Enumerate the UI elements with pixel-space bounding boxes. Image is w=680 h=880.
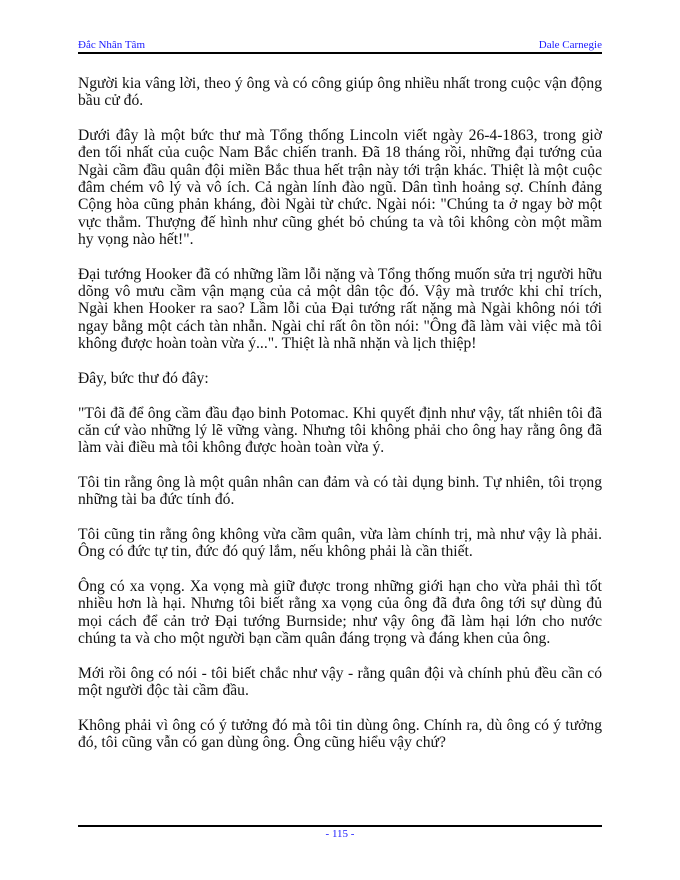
paragraph: Tôi tin rằng ông là một quân nhân can đảm và có tài dụng binh. Tự nhiên, tôi trọng những tài ba đức tính đó. — [78, 473, 602, 509]
paragraph: "Tôi đã để ông cầm đầu đạo binh Potomac. Khi quyết định như vậy, tất nhiên tôi đã căn cứ vào những lý lẽ vững vàng. Nhưng tôi không phải cho ông hay rằng ông đã làm vài điều mà tôi không được hoàn toàn vừa ý. — [78, 404, 602, 457]
paragraph: Dưới đây là một bức thư mà Tổng thống Lincoln viết ngày 26-4-1863, trong giờ đen tối nhất của cuộc Nam Bắc chiến tranh. Đã 18 tháng rồi, những đại tướng của Ngài cầm đầu quân đội miền Bắc thua hết trận này tới trận khác. Thiệt là một cuộc đâm chém vô lý và vô ích. Cả ngàn lính đào ngũ. Dân tình hoảng sợ. Chính đảng Cộng hòa cũng phản kháng, đòi Ngài từ chức. Ngài nói: "Chúng ta ở ngay bờ một vực thẳm. Thượng đế hình như cũng ghét bỏ chúng ta và tôi không còn một mầm hy vọng nào hết!". — [78, 127, 602, 249]
paragraph: Ông có xa vọng. Xa vọng mà giữ được trong những giới hạn cho vừa phải thì tốt nhiều hơn là hại. Nhưng tôi biết rằng xa vọng của ông đã đưa ông tới sự dùng đủ mọi cách để cản trở Đại tướng Burnside; như vậy ông đã làm hại lớn cho nước chúng ta và cho một người bạn cầm quân đáng trọng và đáng khen của ông. — [78, 577, 602, 647]
page-number: - 115 - — [325, 828, 355, 840]
paragraph: Mới rồi ông có nói - tôi biết chắc như vậy - rằng quân đội và chính phủ đều cần có một người độc tài cầm đầu. — [78, 664, 602, 700]
paragraph: Đại tướng Hooker đã có những lầm lỗi nặng và Tổng thống muốn sửa trị người hữu dõng vô mưu cầm vận mạng của cả một dân tộc đó. Vậy mà trước khi chỉ trích, Ngài khen Hooker ra sao? Lầm lỗi của Đại tướng rất nặng mà Ngài không nói tới ngay bằng một cách tàn nhẫn. Ngài chỉ rất ôn tồn nói: "Ông đã làm vài việc mà tôi không được hoàn toàn vừa ý...". Thiệt là nhã nhặn và lịch thiệp! — [78, 265, 602, 353]
page-body — [78, 75, 602, 769]
header-divider — [78, 52, 602, 54]
paragraph: Người kia vâng lời, theo ý ông và có công giúp ông nhiều nhất trong cuộc vận động bầu cử đó. — [78, 75, 602, 110]
paragraph: Đây, bức thư đó đây: — [78, 369, 209, 387]
author-name: Dale Carnegie — [538, 39, 602, 51]
book-title: Đắc Nhân Tâm — [78, 39, 145, 51]
footer-divider — [78, 825, 602, 827]
paragraph: Tôi cũng tin rằng ông không vừa cầm quân, vừa làm chính trị, mà như vậy là phải. Ông có đức tự tin, đức đó quý lắm, nếu không phải là cần thiết. — [78, 525, 602, 561]
paragraph: Không phải vì ông có ý tưởng đó mà tôi tin dùng ông. Chính ra, dù ông có ý tưởng đó, tôi cũng vẫn có gan dùng ông. Ông cũng hiểu vậy chứ? — [78, 716, 602, 752]
